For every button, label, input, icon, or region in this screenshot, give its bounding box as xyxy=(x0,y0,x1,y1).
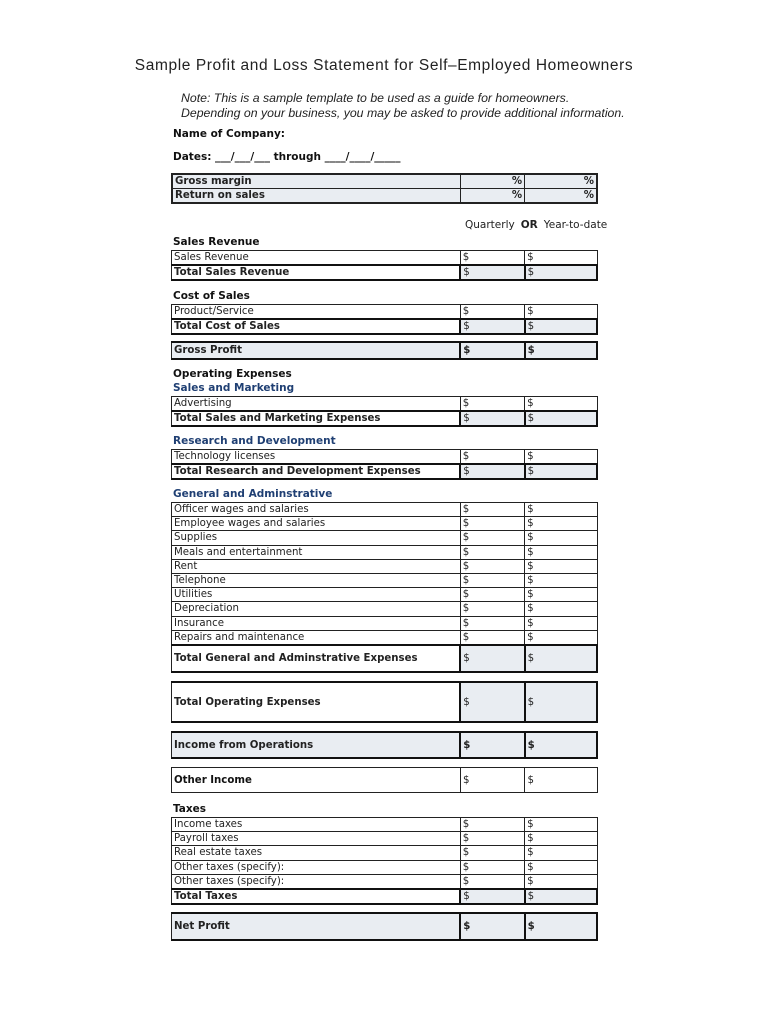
table-row xyxy=(172,251,598,266)
row-label: Total Sales Revenue xyxy=(172,265,461,280)
quarterly-cell[interactable]: $ xyxy=(460,860,524,874)
research-development-heading: Research and Development xyxy=(173,435,336,447)
quarterly-cell[interactable]: % xyxy=(460,189,524,204)
row-label: Return on sales xyxy=(172,189,460,204)
ytd-cell[interactable]: $ xyxy=(525,397,597,412)
row-label: Technology licenses xyxy=(172,450,461,465)
quarterly-cell[interactable]: $ xyxy=(460,602,524,616)
sales-marketing-heading: Sales and Marketing xyxy=(173,382,295,394)
ytd-cell[interactable]: $ xyxy=(525,616,597,630)
table-row xyxy=(172,531,598,545)
row-label: Net Profit xyxy=(172,913,461,940)
table-row xyxy=(172,874,598,889)
ytd-cell[interactable]: $ xyxy=(525,889,597,904)
ytd-cell[interactable]: $ xyxy=(525,342,597,359)
row-label: Product/Service xyxy=(172,305,461,320)
quarterly-cell[interactable]: $ xyxy=(460,531,524,545)
table-row xyxy=(172,545,598,559)
ytd-cell[interactable]: $ xyxy=(525,874,597,889)
ytd-cell[interactable]: $ xyxy=(525,832,597,846)
row-label: Telephone xyxy=(172,573,461,587)
ytd-cell[interactable]: $ xyxy=(525,464,597,479)
quarterly-cell[interactable]: $ xyxy=(460,588,524,602)
row-label: Rent xyxy=(172,559,461,573)
row-label: Total Taxes xyxy=(172,889,461,904)
row-label: Gross margin xyxy=(172,174,460,189)
company-name-label: Name of Company: xyxy=(173,128,286,140)
quarterly-cell[interactable]: $ xyxy=(460,846,524,860)
quarterly-cell[interactable]: $ xyxy=(460,464,524,479)
ytd-cell[interactable]: % xyxy=(525,189,597,204)
ytd-cell[interactable]: $ xyxy=(525,913,597,940)
ytd-cell[interactable]: $ xyxy=(525,545,597,559)
row-label: Total General and Adminstrative Expenses xyxy=(172,645,461,672)
row-label: Real estate taxes xyxy=(172,846,461,860)
quarterly-cell[interactable]: $ xyxy=(460,682,524,722)
income-from-operations-row xyxy=(172,732,598,758)
total-row xyxy=(172,265,598,280)
row-label: Depreciation xyxy=(172,602,461,616)
quarterly-cell[interactable]: $ xyxy=(460,517,524,531)
quarterly-cell[interactable]: $ xyxy=(460,319,524,334)
dates-label: Dates: ___/___/___ through ____/____/_____ xyxy=(173,151,401,163)
research-development-table xyxy=(171,449,598,480)
table-row xyxy=(172,832,598,846)
quarterly-cell[interactable]: $ xyxy=(460,397,524,412)
ytd-cell[interactable]: $ xyxy=(525,818,597,832)
row-label: Insurance xyxy=(172,616,461,630)
ytd-cell[interactable]: $ xyxy=(525,860,597,874)
quarterly-cell[interactable]: $ xyxy=(460,645,524,672)
table-row xyxy=(172,573,598,587)
table-row xyxy=(172,450,598,465)
document-title: Sample Profit and Loss Statement for Self–Employed Homeowners xyxy=(134,57,634,74)
ytd-cell[interactable]: $ xyxy=(525,768,598,793)
row-label: Income from Operations xyxy=(172,732,461,758)
row-label: Other Income xyxy=(172,768,461,793)
total-row xyxy=(172,319,598,334)
note xyxy=(181,91,625,121)
quarterly-cell[interactable]: $ xyxy=(460,874,524,889)
ytd-cell[interactable]: $ xyxy=(525,503,597,517)
row-label: Gross Profit xyxy=(172,342,461,359)
ytd-cell[interactable]: $ xyxy=(525,732,597,758)
quarterly-cell[interactable]: $ xyxy=(460,503,524,517)
taxes-heading: Taxes xyxy=(173,803,207,815)
table-row xyxy=(172,818,598,832)
ytd-cell[interactable]: $ xyxy=(525,682,597,722)
ytd-label: Year-to-date xyxy=(543,219,608,231)
row-label: Total Cost of Sales xyxy=(172,319,461,334)
table-row xyxy=(172,503,598,517)
row-label: Income taxes xyxy=(172,818,461,832)
row-label: Total Research and Development Expenses xyxy=(172,464,461,479)
sales-marketing-table xyxy=(171,396,598,427)
row-label: Other taxes (specify): xyxy=(172,860,461,874)
total-row xyxy=(172,889,598,904)
ytd-cell[interactable]: $ xyxy=(525,251,597,266)
table-row xyxy=(172,860,598,874)
row-label: Supplies xyxy=(172,531,461,545)
quarterly-cell[interactable]: $ xyxy=(460,251,524,266)
ytd-cell[interactable]: $ xyxy=(525,573,597,587)
quarterly-cell[interactable]: % xyxy=(460,174,524,189)
table-row xyxy=(172,588,598,602)
quarterly-cell[interactable]: $ xyxy=(460,450,524,465)
total-operating-expenses-row xyxy=(172,682,598,722)
sales-revenue-heading: Sales Revenue xyxy=(173,236,260,248)
quarterly-label: Quarterly xyxy=(465,219,515,231)
row-label: Officer wages and salaries xyxy=(172,503,461,517)
gross-profit-row xyxy=(172,342,598,359)
ytd-cell[interactable]: % xyxy=(525,174,597,189)
table-row xyxy=(172,559,598,573)
row-label: Payroll taxes xyxy=(172,832,461,846)
ratios-table xyxy=(171,173,598,204)
total-operating-expenses-table xyxy=(171,681,598,723)
quarterly-cell[interactable]: $ xyxy=(461,768,525,793)
ytd-cell[interactable]: $ xyxy=(525,645,597,672)
other-income-row xyxy=(172,768,598,793)
or-label: OR xyxy=(520,219,538,231)
total-row xyxy=(172,464,598,479)
note-line-1: Note: This is a sample template to be used as a guide for homeowners. xyxy=(181,91,570,105)
row-label: Utilities xyxy=(172,588,461,602)
general-admin-table xyxy=(171,502,598,673)
table-row xyxy=(172,397,598,412)
quarterly-cell[interactable]: $ xyxy=(460,630,524,645)
table-row xyxy=(172,305,598,320)
row-label: Sales Revenue xyxy=(172,251,461,266)
ytd-cell[interactable]: $ xyxy=(525,265,597,280)
quarterly-cell[interactable]: $ xyxy=(460,573,524,587)
ytd-cell[interactable]: $ xyxy=(525,559,597,573)
table-row xyxy=(172,602,598,616)
ratio-row-return-on-sales xyxy=(172,189,597,204)
net-profit-table xyxy=(171,912,598,941)
ytd-cell[interactable]: $ xyxy=(525,531,597,545)
ytd-cell[interactable]: $ xyxy=(525,411,597,426)
ytd-cell[interactable]: $ xyxy=(525,588,597,602)
row-label: Other taxes (specify): xyxy=(172,874,461,889)
total-row xyxy=(172,411,598,426)
note-line-2: Depending on your business, you may be asked to provide additional information. xyxy=(181,106,625,120)
row-label: Advertising xyxy=(172,397,461,412)
ytd-cell[interactable]: $ xyxy=(525,319,597,334)
quarterly-cell[interactable]: $ xyxy=(460,265,524,280)
quarterly-cell[interactable]: $ xyxy=(460,616,524,630)
ytd-cell[interactable]: $ xyxy=(525,630,597,645)
net-profit-row xyxy=(172,913,598,940)
row-label: Repairs and maintenance xyxy=(172,630,461,645)
income-from-operations-table xyxy=(171,731,598,759)
quarterly-cell[interactable]: $ xyxy=(460,913,524,940)
ytd-cell[interactable]: $ xyxy=(525,517,597,531)
other-income-table xyxy=(171,767,598,793)
quarterly-cell[interactable]: $ xyxy=(460,305,524,320)
ratio-row-gross-margin xyxy=(172,174,597,189)
ytd-cell[interactable]: $ xyxy=(525,602,597,616)
cost-of-sales-heading: Cost of Sales xyxy=(173,290,250,302)
total-row xyxy=(172,645,598,672)
quarterly-cell[interactable]: $ xyxy=(460,342,524,359)
quarterly-cell[interactable]: $ xyxy=(460,818,524,832)
quarterly-cell[interactable]: $ xyxy=(460,889,524,904)
table-row xyxy=(172,630,598,645)
quarterly-cell[interactable]: $ xyxy=(460,732,524,758)
quarterly-cell[interactable]: $ xyxy=(460,411,524,426)
row-label: Employee wages and salaries xyxy=(172,517,461,531)
table-row xyxy=(172,517,598,531)
cost-of-sales-table xyxy=(171,304,598,335)
row-label: Meals and entertainment xyxy=(172,545,461,559)
taxes-table xyxy=(171,817,598,905)
general-admin-heading: General and Adminstrative xyxy=(173,488,333,500)
ytd-cell[interactable]: $ xyxy=(525,846,597,860)
ytd-cell[interactable]: $ xyxy=(525,305,597,320)
row-label: Total Operating Expenses xyxy=(172,682,461,722)
quarterly-cell[interactable]: $ xyxy=(460,545,524,559)
sales-revenue-table xyxy=(171,250,598,281)
period-header xyxy=(465,219,607,231)
table-row xyxy=(172,616,598,630)
row-label: Total Sales and Marketing Expenses xyxy=(172,411,461,426)
ytd-cell[interactable]: $ xyxy=(525,450,597,465)
quarterly-cell[interactable]: $ xyxy=(460,832,524,846)
gross-profit-table xyxy=(171,341,598,360)
operating-expenses-heading: Operating Expenses xyxy=(173,368,292,380)
quarterly-cell[interactable]: $ xyxy=(460,559,524,573)
table-row xyxy=(172,846,598,860)
